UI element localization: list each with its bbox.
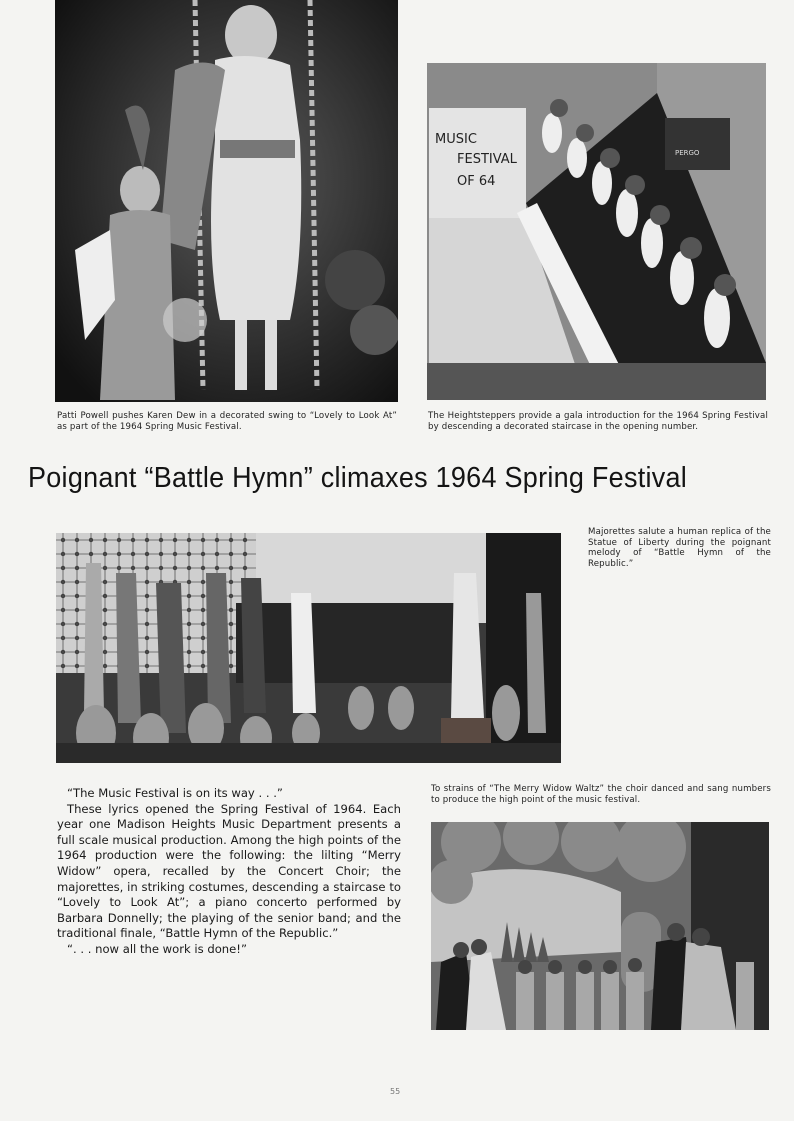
scoreboard-text: PERGO: [675, 149, 700, 157]
article-opening-quote: “The Music Festival is on its way . . .”: [67, 786, 283, 800]
page-headline: Poignant “Battle Hymn” climaxes 1964 Spring Festival: [28, 462, 688, 494]
caption-swing: Patti Powell pushes Karen Dew in a decorated swing to “Lovely to Look At” as part of the 1964 Spring Music Festival.: [57, 411, 397, 432]
article-closing-quote: “. . . now all the work is done!”: [67, 941, 247, 956]
photo-swing: [55, 0, 398, 402]
caption-merry-widow: To strains of “The Merry Widow Waltz” the choir danced and sang numbers to produce the high point of the music festival.: [431, 784, 771, 805]
merry-widow-photo-image: [431, 822, 769, 1030]
swing-photo-image: [55, 0, 398, 402]
article-main-paragraph: These lyrics opened the Spring Festival of 1964. Each year one Madison Heights Music Department presents a full scale musical production. Among the high points of the 1964 production were the following: the lilting “Merry Widow” opera, recalled by the Concert Choir; the majorettes, in striking costumes, descending a staircase to “Lovely to Look At”; a piano concerto performed by Barbara Donnelly; the playing of the senior band; and the traditional finale, “Battle Hymn of the Republic.”: [57, 801, 401, 941]
sign-line-3: OF 64: [457, 174, 496, 189]
photo-battle-hymn: [56, 533, 561, 763]
scoreboard: [665, 118, 730, 170]
page-number: 55: [390, 1087, 401, 1096]
photo-staircase: [427, 63, 766, 400]
sign-line-1: MUSIC: [435, 132, 477, 147]
caption-staircase: The Heightsteppers provide a gala introduction for the 1964 Spring Festival by descending a decorated staircase in the opening number.: [428, 411, 768, 432]
battle-hymn-photo-image: [56, 533, 561, 763]
article-body: [57, 786, 401, 958]
caption-battle-hymn: Majorettes salute a human replica of the Statue of Liberty during the poignant melody of “Battle Hymn of the Republic.”: [588, 527, 771, 569]
photo-merry-widow: [431, 822, 769, 1030]
staircase-photo-image: [427, 63, 766, 400]
sign-line-2: FESTIVAL: [457, 152, 517, 167]
